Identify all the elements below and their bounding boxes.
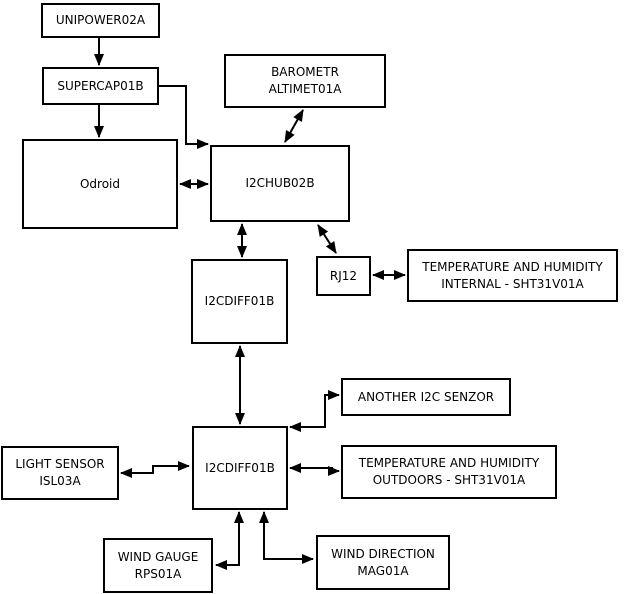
node-temp-internal — [407, 249, 618, 302]
edge-i2cdiff-lower-temp-outdoors — [290, 468, 339, 471]
node-label: TEMPERATURE AND HUMIDITY — [358, 456, 540, 470]
node-label: WIND GAUGE — [117, 549, 199, 564]
node-label: ALTIMET01A — [268, 82, 342, 96]
node-unipower — [41, 3, 160, 38]
node-label: MAG01A — [357, 563, 409, 578]
node-label: I2CHUB02B — [245, 176, 315, 190]
node-light-sensor — [1, 446, 119, 500]
node-label: ISL03A — [39, 474, 81, 488]
node-label: LIGHT SENSOR — [15, 457, 105, 471]
node-i2cdiff-upper — [191, 259, 288, 344]
node-label: RPS01A — [134, 566, 182, 581]
node-label: WIND DIRECTION — [331, 546, 435, 561]
node-wind-direction — [316, 535, 450, 590]
edge-i2chub-rj12 — [318, 225, 336, 253]
node-label: I2CDIFF01B — [204, 294, 275, 308]
node-barometer — [224, 54, 386, 108]
node-label: INTERNAL - SHT31V01A — [441, 276, 584, 291]
node-supercap — [42, 67, 159, 105]
node-i2chub — [210, 145, 350, 222]
edge-barometer-i2chub — [285, 110, 303, 142]
node-label: I2CDIFF01B — [205, 460, 275, 475]
edge-i2cdiff-lower-wind-gauge — [216, 512, 239, 565]
node-label: Odroid — [79, 176, 121, 191]
node-label: ANOTHER I2C SENZOR — [357, 389, 495, 404]
node-label: SUPERCAP01B — [57, 78, 144, 93]
edge-light-sensor-i2cdiff-lower — [121, 466, 189, 473]
node-label: BAROMETR — [271, 65, 339, 79]
node-wind-gauge — [103, 538, 213, 593]
node-label: RJ12 — [329, 268, 358, 283]
node-label: UNIPOWER02A — [55, 13, 146, 27]
edge-supercap-i2chub — [159, 86, 208, 144]
edge-i2cdiff-lower-another-sensor — [290, 395, 339, 427]
node-another-sensor — [341, 378, 511, 416]
node-odroid — [22, 139, 178, 229]
node-temp-outdoors — [341, 445, 557, 499]
node-label: TEMPERATURE AND HUMIDITY — [422, 259, 603, 274]
node-label: OUTDOORS - SHT31V01A — [372, 473, 526, 487]
node-rj12 — [316, 256, 371, 296]
node-i2cdiff-lower — [192, 426, 288, 510]
edge-i2cdiff-lower-wind-direction — [264, 512, 313, 559]
